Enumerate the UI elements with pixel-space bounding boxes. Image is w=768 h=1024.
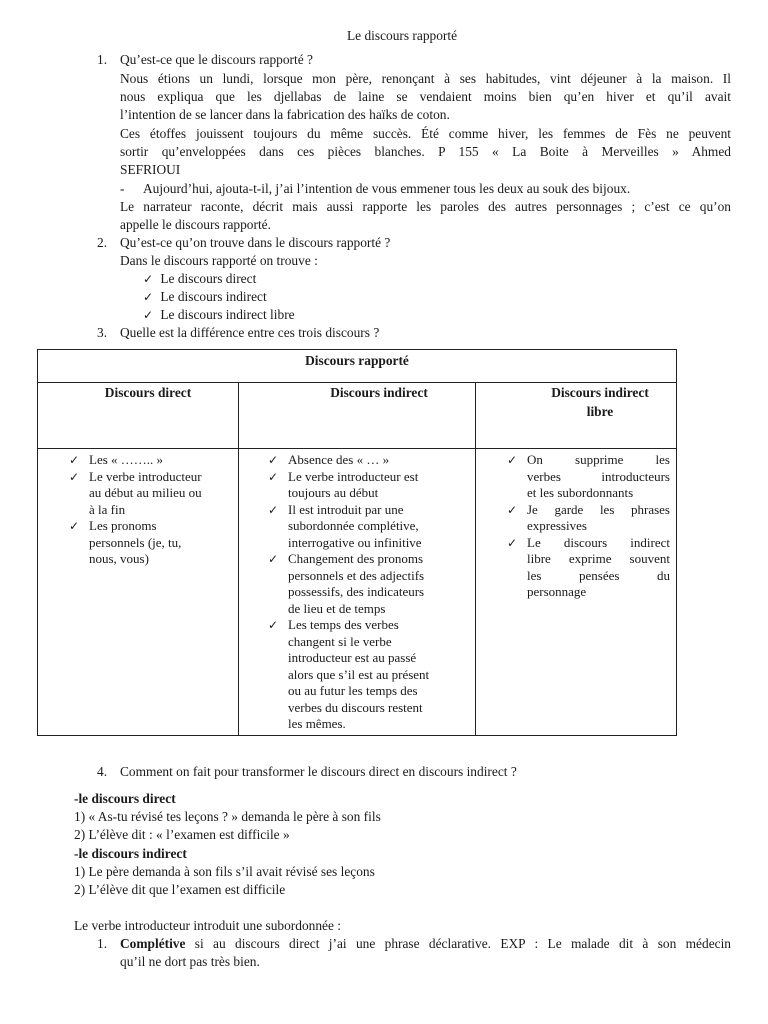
checkmark-icon: ✓ <box>143 272 154 286</box>
checkmark-icon: ✓ <box>507 535 518 550</box>
question-number: 1. <box>97 52 108 67</box>
example-line: 2) L’élève dit que l’examen est difficile <box>74 882 286 897</box>
list-item: ✓ Le discours direct <box>143 271 257 286</box>
table-list-item: ✓ Les « …….. » <box>69 452 164 467</box>
example-line: 1) « As-tu révisé tes leçons ? » demanda le père à son fils <box>74 809 381 824</box>
checkmark-icon: ✓ <box>143 290 154 304</box>
paragraph-line: appelle le discours rapporté. <box>120 217 271 232</box>
paragraph-line: SEFRIOUI <box>120 162 181 177</box>
column-header-free-indirect: Discours indirect <box>551 385 649 400</box>
list-number: 1. <box>97 936 108 951</box>
list-intro: Dans le discours rapporté on trouve : <box>120 253 318 268</box>
table-list-item: ✓ On supprime les verbes introducteurs et les subordonnants <box>507 452 670 500</box>
checkmark-icon: ✓ <box>268 469 279 484</box>
comparison-table <box>37 349 677 736</box>
checkmark-icon: ✓ <box>69 519 80 533</box>
checkmark-icon: ✓ <box>268 502 279 517</box>
question-number: 3. <box>97 325 108 340</box>
paragraph-line: sortir qu’enveloppées dans ces pièces blanches. P 155 « La Boite à Merveilles » Ahmed <box>120 144 731 159</box>
table-list-item: ✓ Le verbe introducteur au début au milieu ou à la fin <box>69 468 202 517</box>
list-item: ✓ Le discours indirect <box>143 289 267 304</box>
table-list-item: ✓ Le verbe introducteur est toujours au début <box>268 468 419 500</box>
table-cell-indirect <box>266 452 470 733</box>
table-divider <box>238 383 239 735</box>
table-list-item: ✓ Changement des pronoms personnels et des adjectifs possessifs, des indicateurs de lieu et de temps <box>268 551 425 616</box>
table-list-item: ✓ Il est introduit par une subordonnée complétive, interrogative ou infinitive <box>268 501 422 550</box>
checkmark-icon: ✓ <box>69 469 80 484</box>
question-number: 2. <box>97 235 108 250</box>
table-list-item: ✓ Les pronoms personnels (je, tu, nous, vous) <box>69 518 182 566</box>
example-line: 1) Le père demanda à son fils s’il avait révisé ses leçons <box>74 864 375 879</box>
checkmark-icon: ✓ <box>268 453 279 467</box>
checkmark-icon: ✓ <box>268 618 279 632</box>
section-heading-direct: -le discours direct <box>74 791 176 806</box>
table-list-item: ✓ Absence des « … » <box>268 452 390 467</box>
table-divider <box>38 448 676 449</box>
paragraph-line: nous expliqua que les djellabas de laine se vendaient moins bien qu’en hiver et qu’il avait <box>120 89 731 104</box>
table-list-item: ✓ Les temps des verbes changent si le verbe introducteur est au passé alors que s’il est au présent ou au futur les temps des verbes du discours restent les mêmes. <box>268 617 430 731</box>
example-line: 2) L’élève dit : « l’examen est difficile » <box>74 827 290 842</box>
list-item: ✓ Le discours indirect libre <box>143 307 295 322</box>
question-number: 4. <box>97 764 108 779</box>
question-2: Qu’est-ce qu’on trouve dans le discours rapporté ? <box>120 235 391 250</box>
column-header-indirect: Discours indirect <box>330 385 428 400</box>
page-title: Le discours rapporté <box>346 28 458 43</box>
table-caption: Discours rapporté <box>305 353 409 368</box>
checkmark-icon: ✓ <box>268 552 279 566</box>
paragraph-line: Le verbe introducteur introduit une subordonnée : <box>74 918 341 933</box>
column-header-direct: Discours direct <box>104 385 192 400</box>
checkmark-icon: ✓ <box>69 453 80 467</box>
checkmark-icon: ✓ <box>507 453 518 467</box>
table-divider <box>475 383 476 735</box>
dialogue-dash: - <box>120 181 125 196</box>
paragraph-line: qu’il ne dort pas très bien. <box>120 954 260 969</box>
paragraph-line: l’intention de se lancer dans la fabrication des haïks de coton. <box>120 107 450 122</box>
dialogue-line: Aujourd’hui, ajouta-t-il, j’ai l’intention de vous emmener tous les deux au souk des bijoux. <box>143 181 631 196</box>
section-heading-indirect: -le discours indirect <box>74 846 187 861</box>
question-1: Qu’est-ce que le discours rapporté ? <box>120 52 313 67</box>
paragraph-line: Complétive si au discours direct j’ai une phrase déclarative. EXP : Le malade dit à son médecin <box>120 936 731 951</box>
checkmark-icon: ✓ <box>507 502 518 517</box>
column-header-free-indirect: libre <box>586 404 614 419</box>
table-list-item: ✓ Je garde les phrases expressives <box>507 501 670 533</box>
paragraph-line: Le narrateur raconte, décrit mais aussi rapporte les paroles des autres personnages ; c’est ce qu’on <box>120 199 731 214</box>
question-4: Comment on fait pour transformer le discours direct en discours indirect ? <box>120 764 517 779</box>
table-cell-free-indirect <box>505 452 670 601</box>
paragraph-line: Ces étoffes jouissent toujours du même succès. Été comme hiver, les femmes de Fès ne peuvent <box>120 126 731 141</box>
paragraph-line: Nous étions un lundi, lorsque mon père, renonçant à ses habitudes, vint déjeuner à la maison. Il <box>120 71 731 86</box>
table-cell-direct <box>67 452 231 568</box>
question-3: Quelle est la différence entre ces trois discours ? <box>120 325 380 340</box>
checkmark-icon: ✓ <box>143 308 154 322</box>
table-list-item: ✓ Le discours indirect libre exprime souvent les pensées du personnage <box>507 534 670 599</box>
